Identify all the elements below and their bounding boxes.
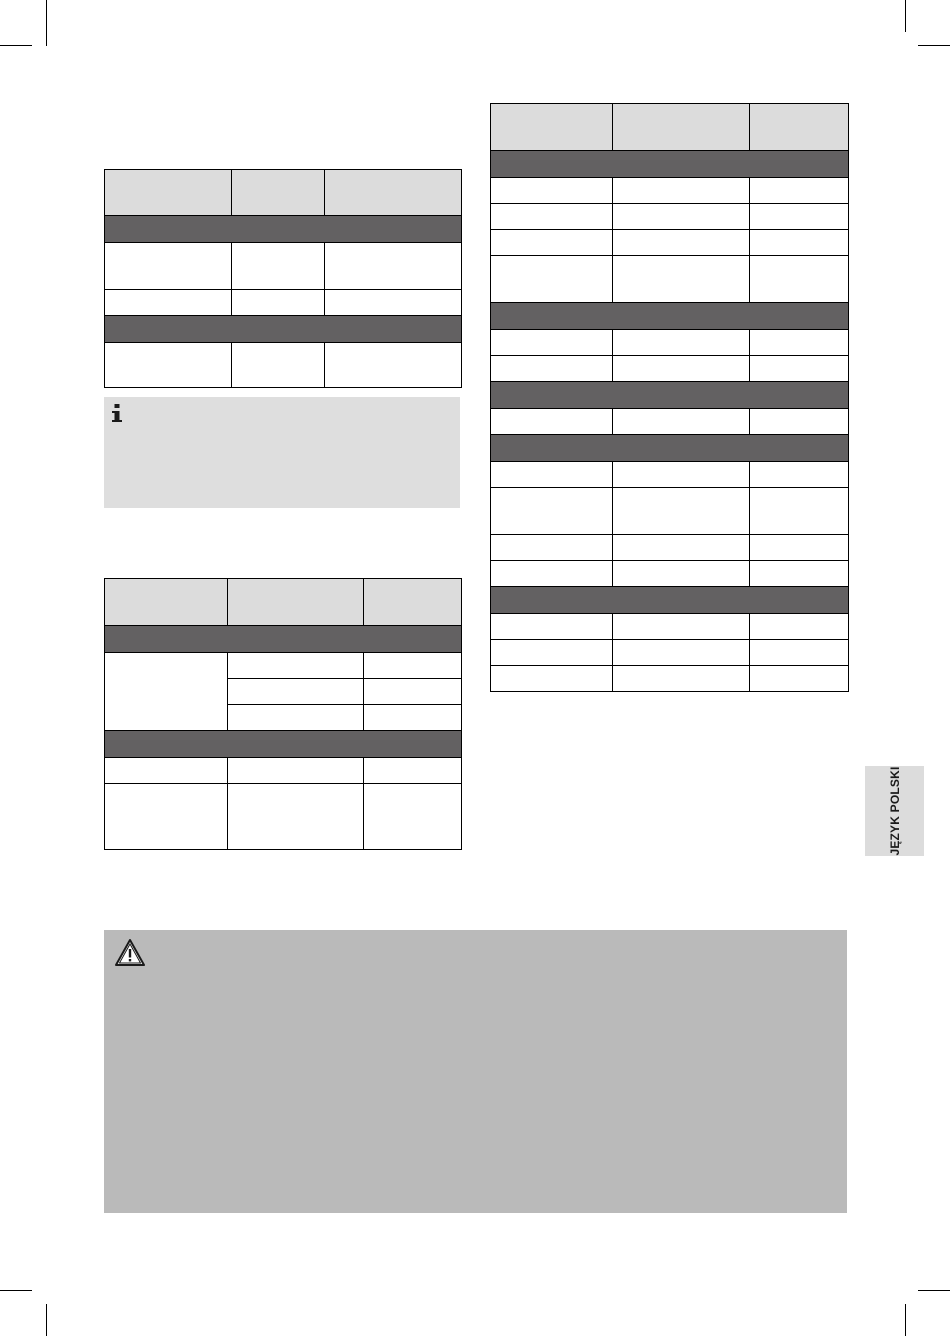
crop-mark [46, 0, 47, 46]
table-section-row [491, 587, 849, 614]
table-row [491, 409, 849, 435]
crop-mark [905, 1304, 906, 1336]
language-tab [865, 766, 924, 856]
table-header-row [491, 104, 849, 151]
crop-mark [46, 1304, 47, 1336]
table-left-top [104, 169, 462, 388]
table-row [491, 204, 849, 230]
table-row [491, 561, 849, 587]
table-section-row [491, 303, 849, 330]
table-row [491, 462, 849, 488]
table-row [105, 243, 462, 290]
table-row [491, 666, 849, 692]
table-row [491, 535, 849, 561]
table-section-row [105, 626, 462, 653]
table-row [105, 653, 462, 679]
warning-triangle-icon [114, 938, 146, 973]
table-row [105, 784, 462, 850]
crop-mark [0, 1290, 32, 1291]
table-right [490, 103, 849, 692]
table-section-row [491, 435, 849, 462]
table-header-row [105, 170, 462, 216]
table-row [491, 488, 849, 535]
table-section-row [105, 731, 462, 758]
table-row [105, 290, 462, 316]
crop-mark [905, 0, 906, 32]
crop-mark [918, 1290, 950, 1291]
table-section-row [491, 151, 849, 178]
table-section-row [491, 382, 849, 409]
crop-mark [0, 45, 32, 46]
table-row [491, 256, 849, 303]
table-section-row [105, 316, 462, 343]
table-row [491, 356, 849, 382]
table-left-bottom [104, 578, 462, 850]
table-row [491, 640, 849, 666]
table-row [491, 230, 849, 256]
table-row [491, 614, 849, 640]
table-section-row [105, 216, 462, 243]
table-row [491, 330, 849, 356]
table-header-row [105, 579, 462, 626]
warning-note [104, 930, 847, 1213]
language-tab-label: JĘZYK POLSKI [887, 766, 902, 856]
table-row [105, 343, 462, 388]
info-icon [111, 403, 123, 428]
info-note [104, 397, 460, 508]
crop-mark [918, 45, 950, 46]
table-row [105, 758, 462, 784]
table-row [491, 178, 849, 204]
